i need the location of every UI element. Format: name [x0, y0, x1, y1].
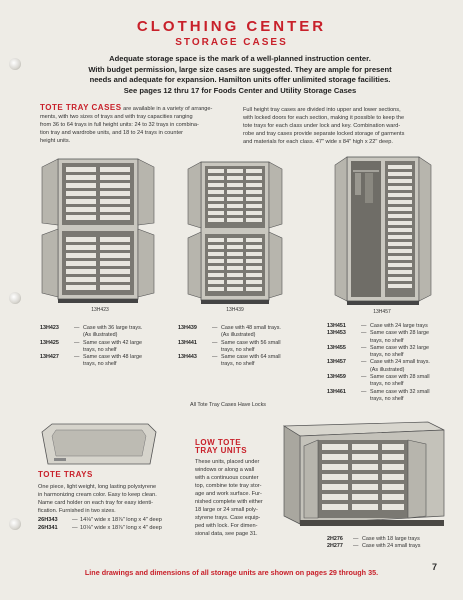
spec-row: 13H427 — Same case with 48 large: [40, 354, 143, 361]
spec-row: 13H459 — Same case with 28 small: [327, 374, 430, 381]
tote-tray-image: [40, 420, 158, 470]
binder-hole: [9, 518, 21, 530]
spec-row: 13H457 — Case with 24 small trays.: [327, 359, 430, 366]
cabinet-13h439-image: [185, 160, 285, 305]
cabinet-13h423-image: [38, 157, 158, 305]
binder-hole: [9, 292, 21, 304]
spec-row: 26H341 — 10⅛" wide x 18⅞" long x 4" deep: [38, 525, 162, 531]
spec-list-13h423: 13H423 — Case with 36 large trays. (As illustrated) 13H425 — Same case with 42 large trays, no shelf 13H427 — Same case with 48 large trays, no shelf: [40, 325, 180, 369]
spec-row: 2H276 — Case with 18 large trays: [327, 536, 420, 542]
page-subtitle: STORAGE CASES: [175, 37, 288, 48]
spec-row: 13H455 — Same case with 32 large: [327, 344, 430, 351]
tote-trays-text: TOTE TRAYS One piece, light weight, long lasting polystyrene in harmonizing cream color. Easy to keep clean. Name card holder on each tray for easy identi- fication. Furnished in two sizes. 26H343 — 14⅛" wide x 18⅞" long x 4" deep 26H341 — 10⅛" wide x 18⅞" long x 4" deep: [38, 471, 198, 532]
intro-paragraph: Adequate storage space is the mark of a well-planned instruction center. With budget permission, large size cases are suggested. They are ample for present needs and adequate for expansion. Hamilton units offer unlimited storage facilities. See pages 12 thru 17 for Foods Center and Utility Storage Cases: [88, 54, 392, 95]
cabinet-caption: 13H457: [373, 309, 391, 315]
low-tote-unit-image: [278, 420, 448, 530]
section-heading: LOW TOTE: [195, 438, 242, 447]
page-number: 7: [432, 562, 438, 572]
section-heading: TOTE TRAYS: [38, 470, 93, 479]
spec-row: 2H277 — Case with 24 small trays: [327, 543, 421, 550]
spec-row: 13H461 — Same case with 32 small: [327, 388, 430, 395]
tote-tray-cases-text-right: Full height tray cases are divided into upper and lower sections, with locked doors for each section, making it possible to keep the tote trays for each class under lock and key. Combination ward- robe and tray cases provide separate locked storage of garments and materials for each class. 47" wide x 84" high x 22" deep.: [243, 107, 405, 145]
low-tote-text: LOW TOTE TRAY UNITS These units, placed under windows or along a wall with a continuous counter top, combine tote tray stor- age and work surface. Fur- nished complete with either 18 large or 24 small poly- styrene trays. Case equip- ped with lock. For dimen- sional data, see page 31.: [195, 439, 280, 538]
section-heading: TOTE TRAY CASES: [40, 103, 122, 112]
section-heading: TRAY UNITS: [195, 446, 248, 455]
spec-row: 13H441 — Same case with 56 small: [178, 339, 281, 346]
spec-list-13h457: 13H451 — Case with 24 large trays 13H453 — Same case with 28 large trays, no shelf 13H455 — Same case with 32 large trays, no shelf 13H457 — Case with 24 small trays. (As illustrated) 13H459 — Same case with 28 small trays, no shelf 13H461 — Same case with 32 small trays, no shelf: [327, 323, 452, 403]
spec-row: 13H425 — Same case with 42 large: [40, 339, 143, 346]
locks-note: All Tote Tray Cases Have Locks: [190, 402, 266, 408]
spec-row: 26H343 — 14⅛" wide x 18⅞" long x 4" deep: [38, 517, 162, 523]
spec-list-13h439: 13H439 — Case with 48 small trays. (As illustrated) 13H441 — Same case with 56 small trays, no shelf 13H443 — Same case with 64 small trays, no shelf: [178, 325, 318, 369]
spec-row: 13H443 — Same case with 64 small: [178, 354, 281, 361]
cabinet-caption: 13H439: [226, 307, 244, 313]
tote-tray-cases-text: TOTE TRAY CASES are available in a variety of arrange- ments, with two sizes of trays and with tray capacities ranging from 36 to 64 trays in full height units: 24 to 32 trays in combina- tion tray and wardrobe units, and 18 to 24 trays in counter height units.: [40, 103, 213, 144]
footer-note: Line drawings and dimensions of all storage units are shown on pages 29 through 35.: [84, 568, 379, 577]
low-tote-specs: [327, 536, 452, 551]
spec-row: 13H423 — Case with 36 large trays.: [40, 325, 143, 331]
page-title: CLOTHING CENTER: [136, 18, 327, 35]
spec-row: 13H453 — Same case with 28 large: [327, 330, 430, 337]
cabinet-13h457-image: [333, 155, 433, 307]
cabinet-caption: 13H423: [91, 307, 109, 313]
binder-hole: [9, 58, 21, 70]
spec-row: 13H439 — Case with 48 small trays.: [178, 325, 281, 331]
spec-row: 13H451 — Case with 24 large trays: [327, 323, 428, 329]
